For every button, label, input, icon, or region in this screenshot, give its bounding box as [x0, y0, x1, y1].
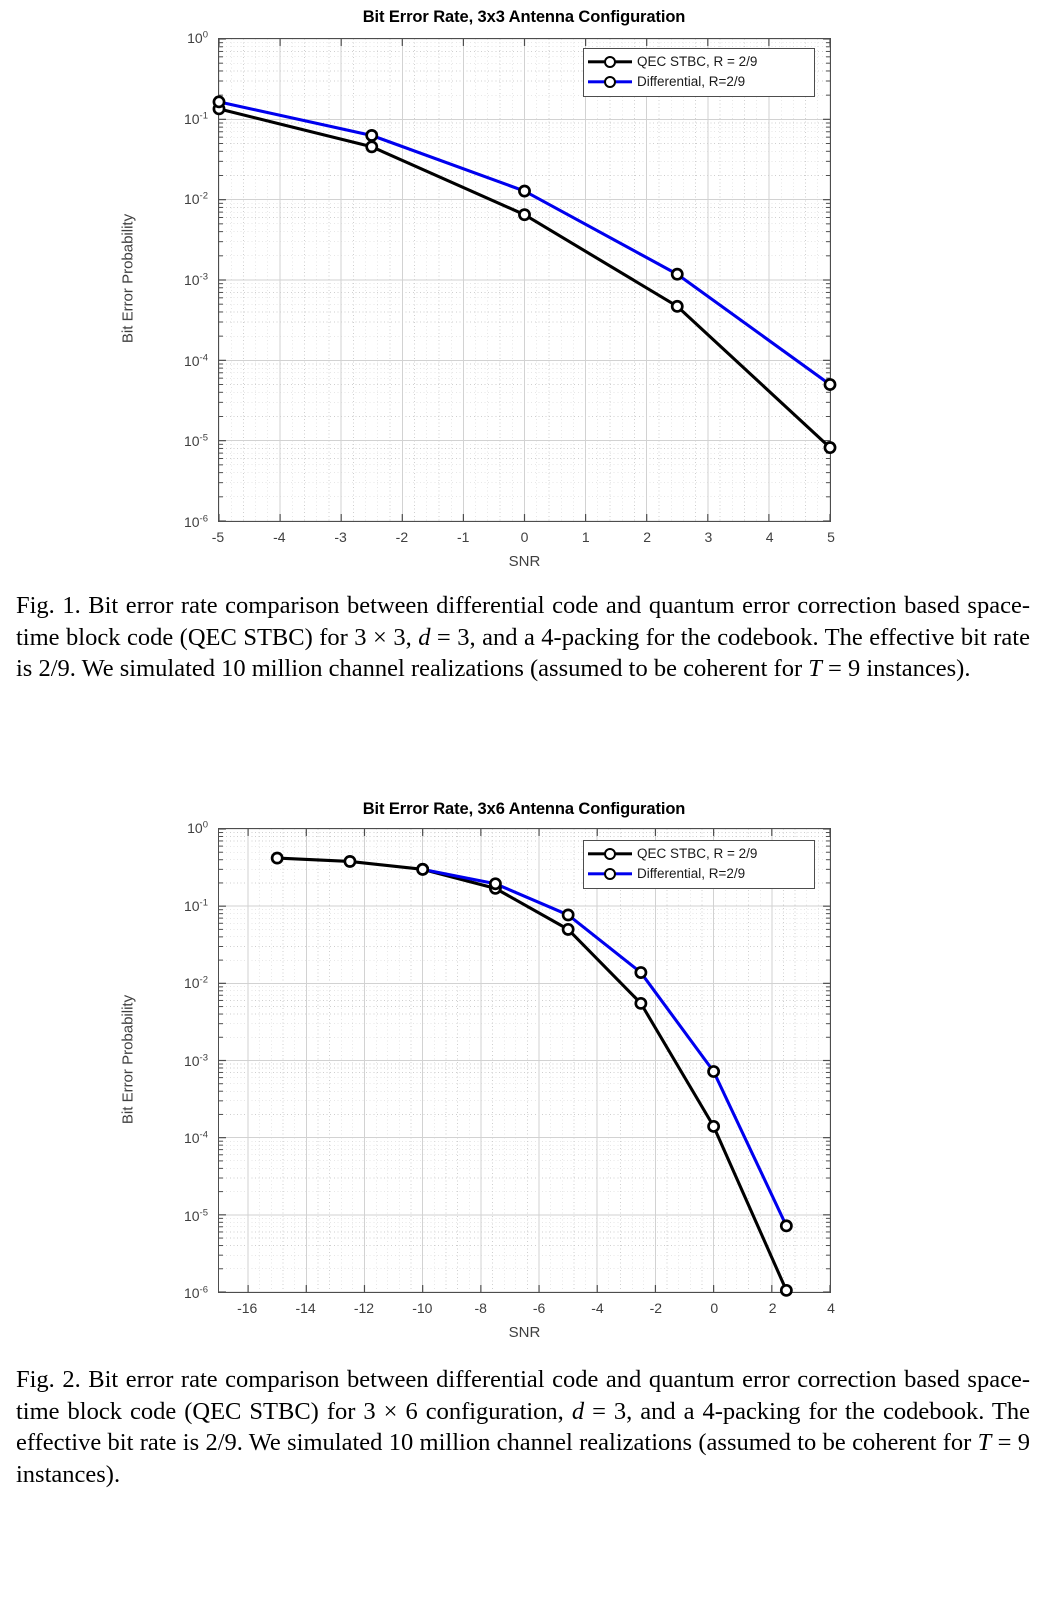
plot-axes [218, 38, 831, 522]
x-axis-label: SNR [508, 1324, 541, 1341]
figure-1-plot [0, 0, 1048, 582]
data-series [219, 39, 830, 521]
x-axis-label: SNR [508, 553, 541, 570]
x-tick-label: -2 [395, 529, 409, 545]
legend-entry-differential [588, 864, 808, 884]
legend-marker-qec [588, 846, 632, 862]
y-tick-label: $10^{-5}$ [183, 1206, 208, 1224]
y-tick-label: $10^0$ [187, 819, 208, 836]
x-tick-label: 4 [765, 529, 774, 545]
legend-entry-qec [588, 844, 808, 864]
legend-label-differential: Differential, R=2/9 [637, 866, 746, 882]
data-series [219, 829, 830, 1292]
chart-legend [583, 840, 815, 889]
figure-caption: Fig. 1. Bit error rate comparison between differential code and quantum error correction based space-time block code (QEC STBC) for 3 × 3, d = 3, and a 4-packing for the codebook. The effective bit rate is 2/9. We simulated 10 million channel realizations (assumed to be coherent for T = 9 instances). [16, 592, 1030, 683]
x-tick-label: 0 [710, 1300, 719, 1316]
x-tick-label: 5 [827, 529, 835, 545]
y-tick-label: $10^{-6}$ [183, 513, 208, 530]
x-tick-label: 0 [520, 529, 529, 545]
legend-entry-differential [588, 72, 808, 92]
figure-2 [0, 786, 1048, 1488]
y-tick-label: $10^{-3}$ [183, 271, 208, 288]
x-tick-label: -12 [353, 1300, 375, 1316]
x-tick-label: -4 [273, 529, 286, 545]
y-tick-label: $10^{-4}$ [183, 1129, 208, 1146]
legend-entry-qec [588, 52, 808, 72]
x-tick-label: 2 [643, 529, 651, 545]
x-tick-label: -14 [295, 1300, 316, 1316]
x-tick-label: 3 [704, 529, 713, 545]
x-tick-label: -4 [591, 1300, 604, 1316]
x-tick-label: 1 [581, 529, 590, 545]
legend-label-qec: QEC STBC, R = 2/9 [637, 54, 758, 70]
figure-2-plot [0, 786, 1048, 1361]
y-tick-label: $10^{-2}$ [183, 974, 208, 991]
x-tick-label: -3 [334, 529, 347, 545]
x-tick-label: -1 [456, 529, 470, 545]
chart-title: Bit Error Rate, 3x6 Antenna Configuration [362, 800, 686, 818]
legend-marker-qec [588, 54, 632, 70]
y-axis-label: Bit Error Probability [119, 213, 137, 344]
y-tick-label: $10^{-1}$ [183, 896, 208, 914]
y-tick-label: $10^{-2}$ [183, 190, 208, 208]
y-tick-label: $10^{-5}$ [183, 432, 208, 450]
legend-marker-differential [588, 866, 632, 882]
x-tick-label: -6 [532, 1300, 546, 1316]
figure-1 [0, 0, 1048, 683]
legend-label-qec: QEC STBC, R = 2/9 [637, 846, 758, 862]
figure-caption: Fig. 2. Bit error rate comparison between differential code and quantum error correction based space-time block code (QEC STBC) for 3 × 6 configuration, d = 3, and a 4-packing for the codebook. The effective bit rate is 2/9. We simulated 10 million channel realizations (assumed to be coherent for T = 9 instances). [16, 1366, 1030, 1488]
x-tick-label: 4 [827, 1300, 835, 1316]
y-axis-label: Bit Error Probability [119, 994, 137, 1124]
y-tick-label: $10^0$ [187, 29, 208, 46]
x-tick-label: -10 [412, 1300, 433, 1316]
x-tick-label: -5 [211, 529, 225, 545]
x-tick-label: -8 [474, 1300, 487, 1316]
y-tick-label: $10^{-6}$ [183, 1284, 208, 1301]
chart-title: Bit Error Rate, 3x3 Antenna Configuration [362, 8, 686, 26]
chart-legend [583, 48, 815, 97]
legend-label-differential: Differential, R=2/9 [637, 74, 746, 90]
y-tick-label: $10^{-4}$ [183, 352, 208, 369]
y-tick-label: $10^{-1}$ [183, 110, 208, 127]
legend-marker-differential [588, 74, 632, 90]
x-tick-label: -16 [237, 1300, 258, 1316]
plot-axes [218, 828, 831, 1293]
y-tick-label: $10^{-3}$ [183, 1051, 208, 1069]
x-tick-label: -2 [649, 1300, 663, 1316]
x-tick-label: 2 [768, 1300, 777, 1316]
